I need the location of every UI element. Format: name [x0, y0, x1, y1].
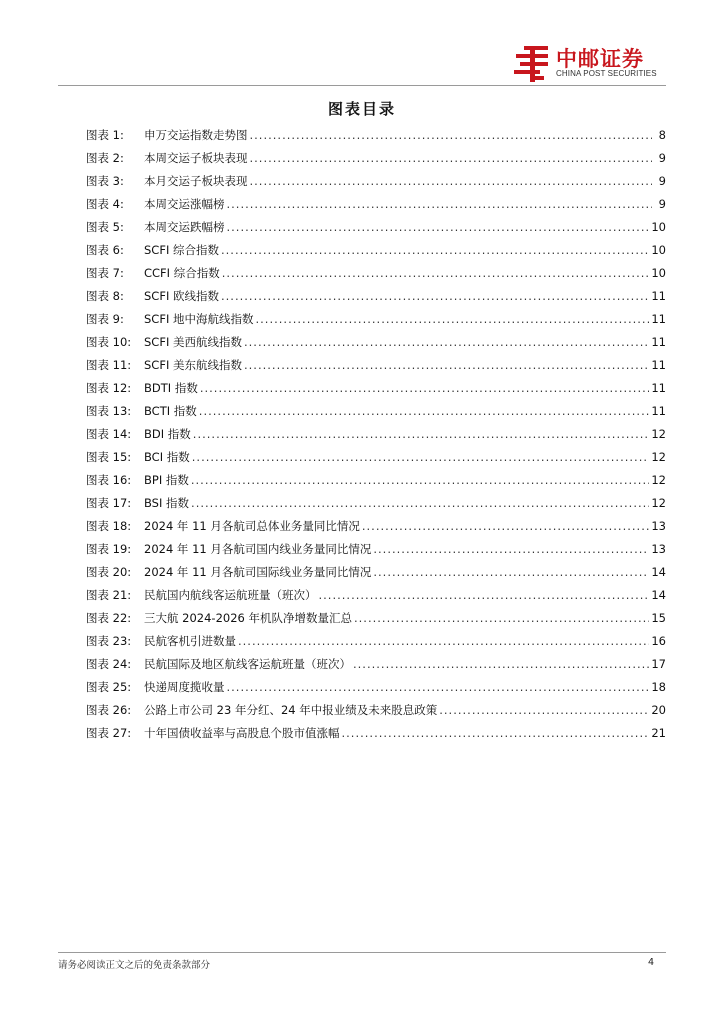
toc-dot-leader — [250, 174, 653, 188]
toc-entry-title: SCFI 美东航线指数 — [144, 358, 242, 372]
toc-entry-label: 图表 25: — [86, 680, 132, 694]
toc-entry-label: 图表 16: — [86, 473, 132, 487]
toc-dot-leader — [222, 266, 650, 280]
toc-entry[interactable] — [86, 288, 666, 311]
toc-entry-page: 11 — [651, 312, 666, 326]
toc-dot-leader — [354, 611, 649, 625]
toc-dot-leader — [193, 427, 650, 441]
toc-entry-title: 十年国债收益率与高股息个股市值涨幅 — [144, 726, 340, 740]
toc-entry-page: 11 — [651, 289, 666, 303]
toc-entry-title: 三大航 2024-2026 年机队净增数量汇总 — [144, 611, 352, 625]
toc-entry-label: 图表 9: — [86, 312, 124, 326]
toc-entry-label: 图表 14: — [86, 427, 132, 441]
toc-entry-title: 公路上市公司 23 年分红、24 年中报业绩及未来股息政策 — [144, 703, 438, 717]
toc-entry-title: SCFI 地中海航线指数 — [144, 312, 254, 326]
toc-entry-page: 10 — [651, 266, 666, 280]
toc-entry-page: 13 — [651, 519, 666, 533]
toc-entry[interactable] — [86, 196, 666, 219]
toc-entry[interactable] — [86, 472, 666, 495]
toc-entry-page: 9 — [658, 151, 666, 165]
toc-dot-leader — [227, 680, 650, 694]
toc-entry-page: 11 — [651, 358, 666, 372]
toc-entry-title: SCFI 欧线指数 — [144, 289, 219, 303]
toc-entry-label: 图表 27: — [86, 726, 132, 740]
logo-english-name: CHINA POST SECURITIES — [556, 69, 657, 78]
toc-entry-title: 本周交运跌幅榜 — [144, 220, 225, 234]
toc-entry-title: 民航国内航线客运航班量（班次） — [144, 588, 317, 602]
toc-entry[interactable] — [86, 426, 666, 449]
toc-entry-title: CCFI 综合指数 — [144, 266, 220, 280]
toc-dot-leader — [221, 243, 649, 257]
toc-entry-page: 11 — [651, 335, 666, 349]
toc-entry-title: BDTI 指数 — [144, 381, 198, 395]
toc-entry[interactable] — [86, 702, 666, 725]
toc-entry[interactable] — [86, 380, 666, 403]
toc-entry[interactable] — [86, 219, 666, 242]
toc-entry-label: 图表 4: — [86, 197, 124, 211]
china-post-logo-icon — [514, 43, 550, 83]
footer-disclaimer: 请务必阅读正文之后的免责条款部分 — [58, 960, 211, 971]
toc-entry-page: 16 — [651, 634, 666, 648]
toc-entry-title: 2024 年 11 月各航司总体业务量同比情况 — [144, 519, 360, 533]
toc-entry-label: 图表 19: — [86, 542, 132, 556]
toc-entry-label: 图表 11: — [86, 358, 132, 372]
toc-entry-label: 图表 18: — [86, 519, 132, 533]
toc-entry-title: SCFI 美西航线指数 — [144, 335, 242, 349]
toc-entry[interactable] — [86, 357, 666, 380]
toc-dot-leader — [221, 289, 649, 303]
toc-entry-title: 本周交运子板块表现 — [144, 151, 248, 165]
toc-entry[interactable] — [86, 495, 666, 518]
toc-entry-page: 14 — [651, 565, 666, 579]
toc-entry[interactable] — [86, 656, 666, 679]
toc-dot-leader — [373, 542, 649, 556]
toc-dot-leader — [319, 588, 650, 602]
toc-entry-title: 本月交运子板块表现 — [144, 174, 248, 188]
toc-dot-leader — [439, 703, 649, 717]
footer-divider — [58, 952, 666, 953]
toc-entry[interactable] — [86, 173, 666, 196]
toc-entry-title: BDI 指数 — [144, 427, 191, 441]
header-divider — [58, 85, 666, 86]
toc-entry-page: 12 — [651, 427, 666, 441]
toc-entry-title: 申万交运指数走势图 — [144, 128, 248, 142]
toc-entry[interactable] — [86, 633, 666, 656]
toc-title: 图表目录 — [327, 100, 396, 118]
toc-dot-leader — [353, 657, 649, 671]
toc-entry-label: 图表 3: — [86, 174, 124, 188]
toc-entry[interactable] — [86, 610, 666, 633]
toc-entry-page: 12 — [651, 496, 666, 510]
logo-chinese-name: 中邮证券 — [556, 47, 644, 71]
toc-entry-title: BPI 指数 — [144, 473, 189, 487]
toc-entry[interactable] — [86, 449, 666, 472]
toc-entry-title: 民航国际及地区航线客运航班量（班次） — [144, 657, 351, 671]
toc-entry-page: 21 — [651, 726, 666, 740]
toc-dot-leader — [227, 197, 653, 211]
toc-entry-label: 图表 15: — [86, 450, 132, 464]
toc-entry-label: 图表 10: — [86, 335, 132, 349]
toc-entry-page: 13 — [651, 542, 666, 556]
toc-entry-title: 快递周度揽收量 — [144, 680, 225, 694]
toc-entry-page: 14 — [651, 588, 666, 602]
toc-entry[interactable] — [86, 311, 666, 334]
toc-dot-leader — [238, 634, 649, 648]
company-logo — [514, 43, 674, 85]
toc-entry[interactable] — [86, 127, 666, 150]
toc-dot-leader — [200, 381, 650, 395]
toc-dot-leader — [244, 358, 649, 372]
toc-entry-title: 2024 年 11 月各航司国际线业务量同比情况 — [144, 565, 372, 579]
toc-dot-leader — [373, 565, 649, 579]
toc-entry[interactable] — [86, 242, 666, 265]
toc-entry-page: 10 — [651, 220, 666, 234]
toc-entry[interactable] — [86, 265, 666, 288]
table-of-figures — [86, 127, 666, 748]
toc-entry-page: 12 — [651, 473, 666, 487]
toc-entry-label: 图表 20: — [86, 565, 132, 579]
toc-entry-label: 图表 17: — [86, 496, 132, 510]
toc-dot-leader — [192, 450, 650, 464]
toc-dot-leader — [244, 335, 649, 349]
toc-dot-leader — [250, 151, 653, 165]
toc-dot-leader — [256, 312, 650, 326]
toc-dot-leader — [191, 473, 649, 487]
toc-entry-title: SCFI 综合指数 — [144, 243, 219, 257]
toc-entry-label: 图表 24: — [86, 657, 132, 671]
toc-entry-label: 图表 5: — [86, 220, 124, 234]
toc-entry[interactable] — [86, 150, 666, 173]
toc-entry-page: 18 — [651, 680, 666, 694]
toc-entry[interactable] — [86, 403, 666, 426]
toc-entry-title: 民航客机引进数量 — [144, 634, 236, 648]
toc-entry-page: 11 — [651, 381, 666, 395]
toc-entry-title: BCTI 指数 — [144, 404, 197, 418]
toc-entry-title: 2024 年 11 月各航司国内线业务量同比情况 — [144, 542, 372, 556]
toc-entry-label: 图表 2: — [86, 151, 124, 165]
toc-entry-label: 图表 23: — [86, 634, 132, 648]
toc-entry-label: 图表 13: — [86, 404, 132, 418]
toc-dot-leader — [191, 496, 649, 510]
toc-entry-page: 17 — [651, 657, 666, 671]
toc-entry-page: 8 — [658, 128, 666, 142]
toc-dot-leader — [362, 519, 649, 533]
toc-entry-label: 图表 1: — [86, 128, 124, 142]
toc-entry-label: 图表 22: — [86, 611, 132, 625]
toc-entry-label: 图表 6: — [86, 243, 124, 257]
toc-entry-label: 图表 7: — [86, 266, 124, 280]
toc-entry[interactable] — [86, 518, 666, 541]
toc-entry-page: 10 — [651, 243, 666, 257]
toc-entry-page: 15 — [651, 611, 666, 625]
toc-dot-leader — [250, 128, 653, 142]
toc-entry-label: 图表 26: — [86, 703, 132, 717]
toc-entry-page: 9 — [658, 174, 666, 188]
footer-page-number: 4 — [647, 957, 654, 968]
toc-entry-page: 9 — [658, 197, 666, 211]
toc-dot-leader — [199, 404, 650, 418]
toc-entry-title: 本周交运涨幅榜 — [144, 197, 225, 211]
toc-entry-page: 12 — [651, 450, 666, 464]
toc-entry-title: BCI 指数 — [144, 450, 190, 464]
toc-dot-leader — [342, 726, 650, 740]
toc-entry[interactable] — [86, 541, 666, 564]
toc-entry-page: 20 — [651, 703, 666, 717]
toc-entry-page: 11 — [651, 404, 666, 418]
toc-entry[interactable] — [86, 725, 666, 748]
toc-entry[interactable] — [86, 679, 666, 702]
toc-entry[interactable] — [86, 334, 666, 357]
toc-entry[interactable] — [86, 564, 666, 587]
toc-dot-leader — [227, 220, 650, 234]
toc-entry-label: 图表 12: — [86, 381, 132, 395]
toc-entry-title: BSI 指数 — [144, 496, 190, 510]
toc-entry-label: 图表 8: — [86, 289, 124, 303]
toc-entry[interactable] — [86, 587, 666, 610]
toc-entry-label: 图表 21: — [86, 588, 132, 602]
